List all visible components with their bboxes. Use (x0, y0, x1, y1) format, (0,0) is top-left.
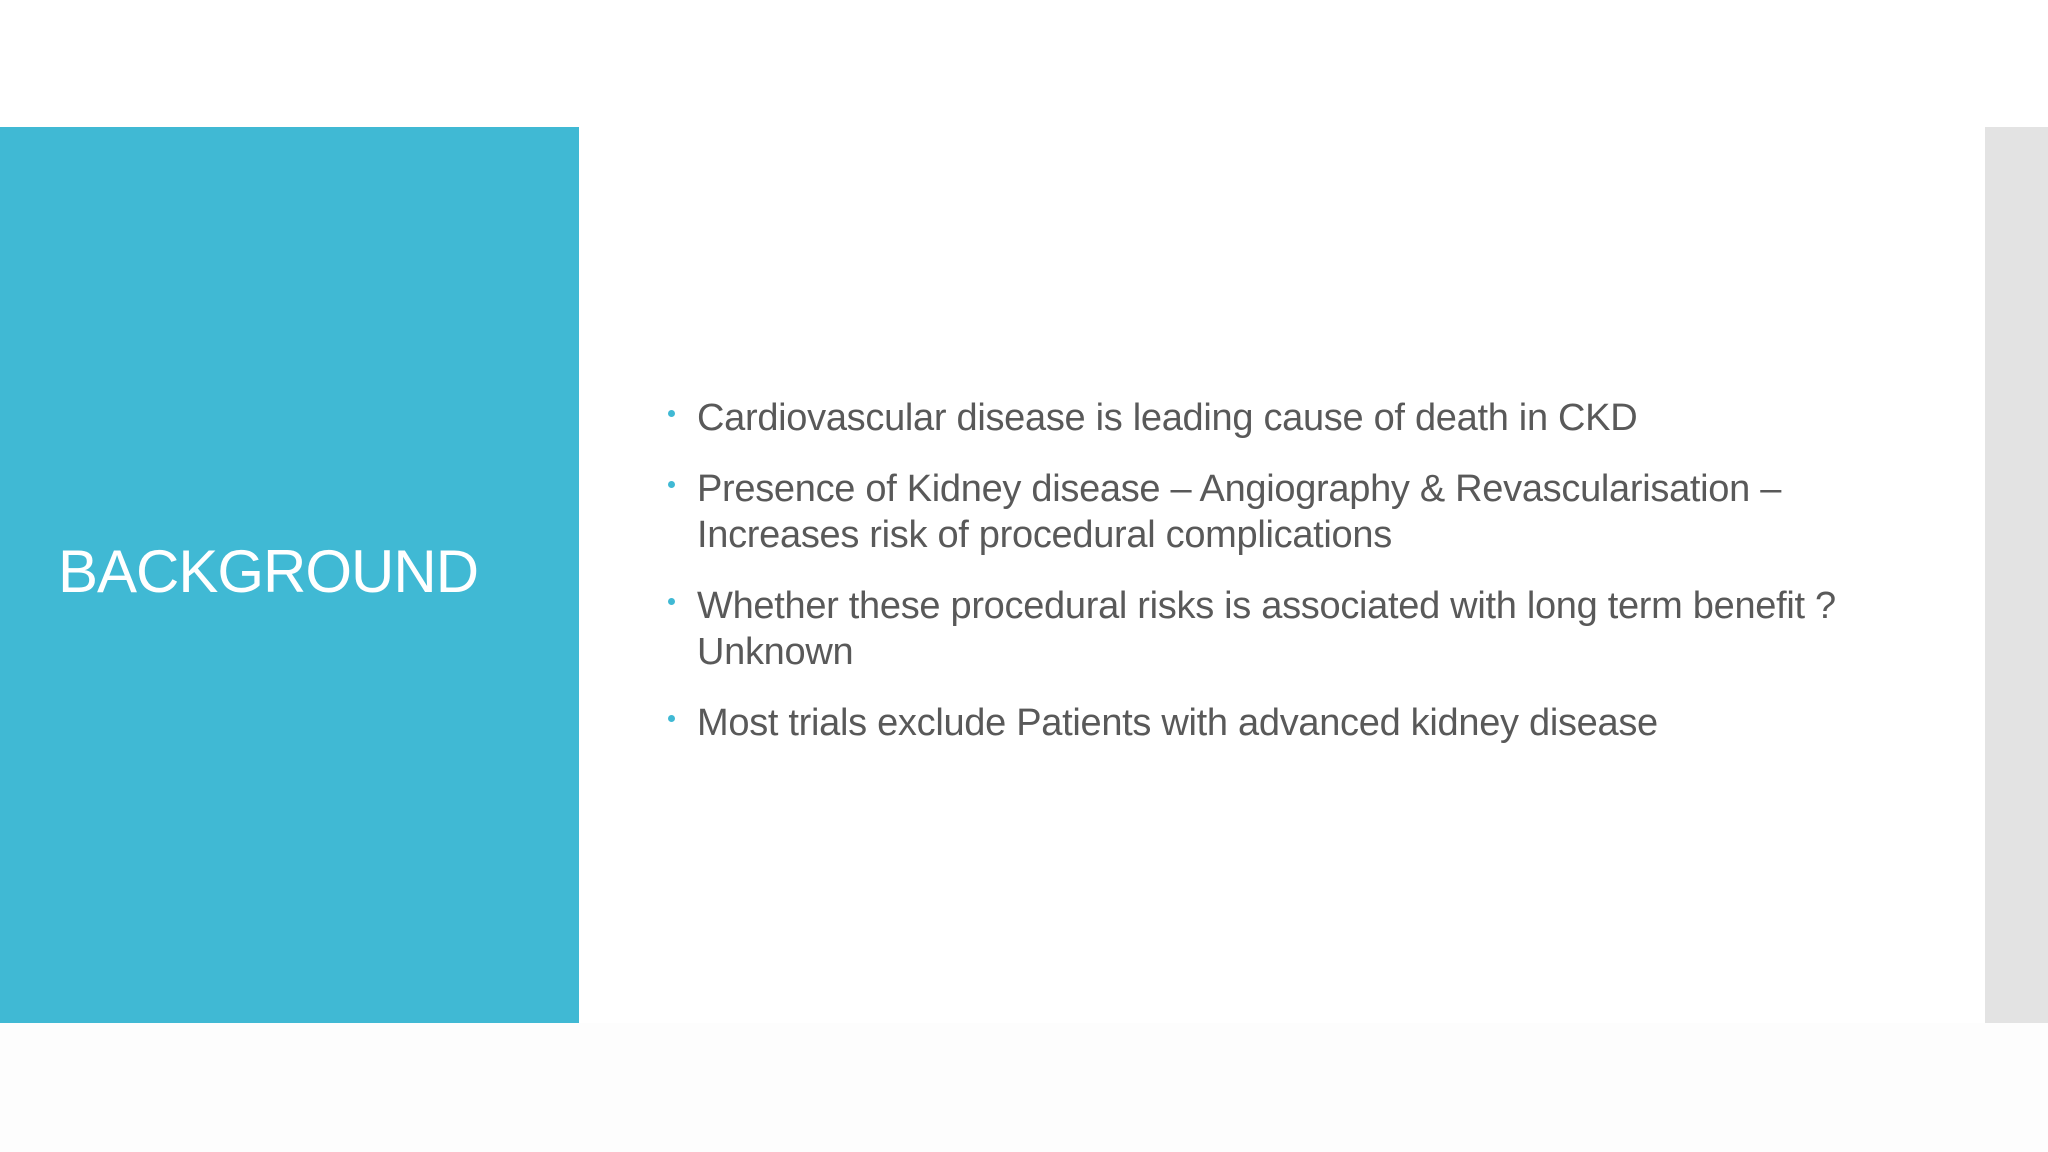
bullet-item (668, 700, 1868, 746)
bullet-list (668, 395, 1868, 746)
bullet-text: Cardiovascular disease is leading cause of death in CKD (697, 397, 1638, 439)
bullet-dot-icon (668, 715, 675, 722)
bullet-content (668, 395, 1868, 771)
bullet-text: Whether these procedural risks is associated with long term benefit ? Unknown (697, 585, 1836, 673)
bullet-item (668, 583, 1868, 675)
bullet-dot-icon (668, 598, 675, 605)
bullet-dot-icon (668, 410, 675, 417)
bullet-dot-icon (668, 481, 675, 488)
slide-title: BACKGROUND (58, 538, 479, 605)
bullet-item (668, 395, 1868, 441)
slide-bottom-band (0, 1023, 2048, 1152)
bullet-item (668, 466, 1868, 558)
right-accent-strip (1985, 127, 2048, 1023)
bullet-text: Most trials exclude Patients with advanced kidney disease (697, 702, 1658, 744)
bullet-text: Presence of Kidney disease – Angiography & Revascularisation – Increases risk of procedural complications (697, 468, 1782, 556)
